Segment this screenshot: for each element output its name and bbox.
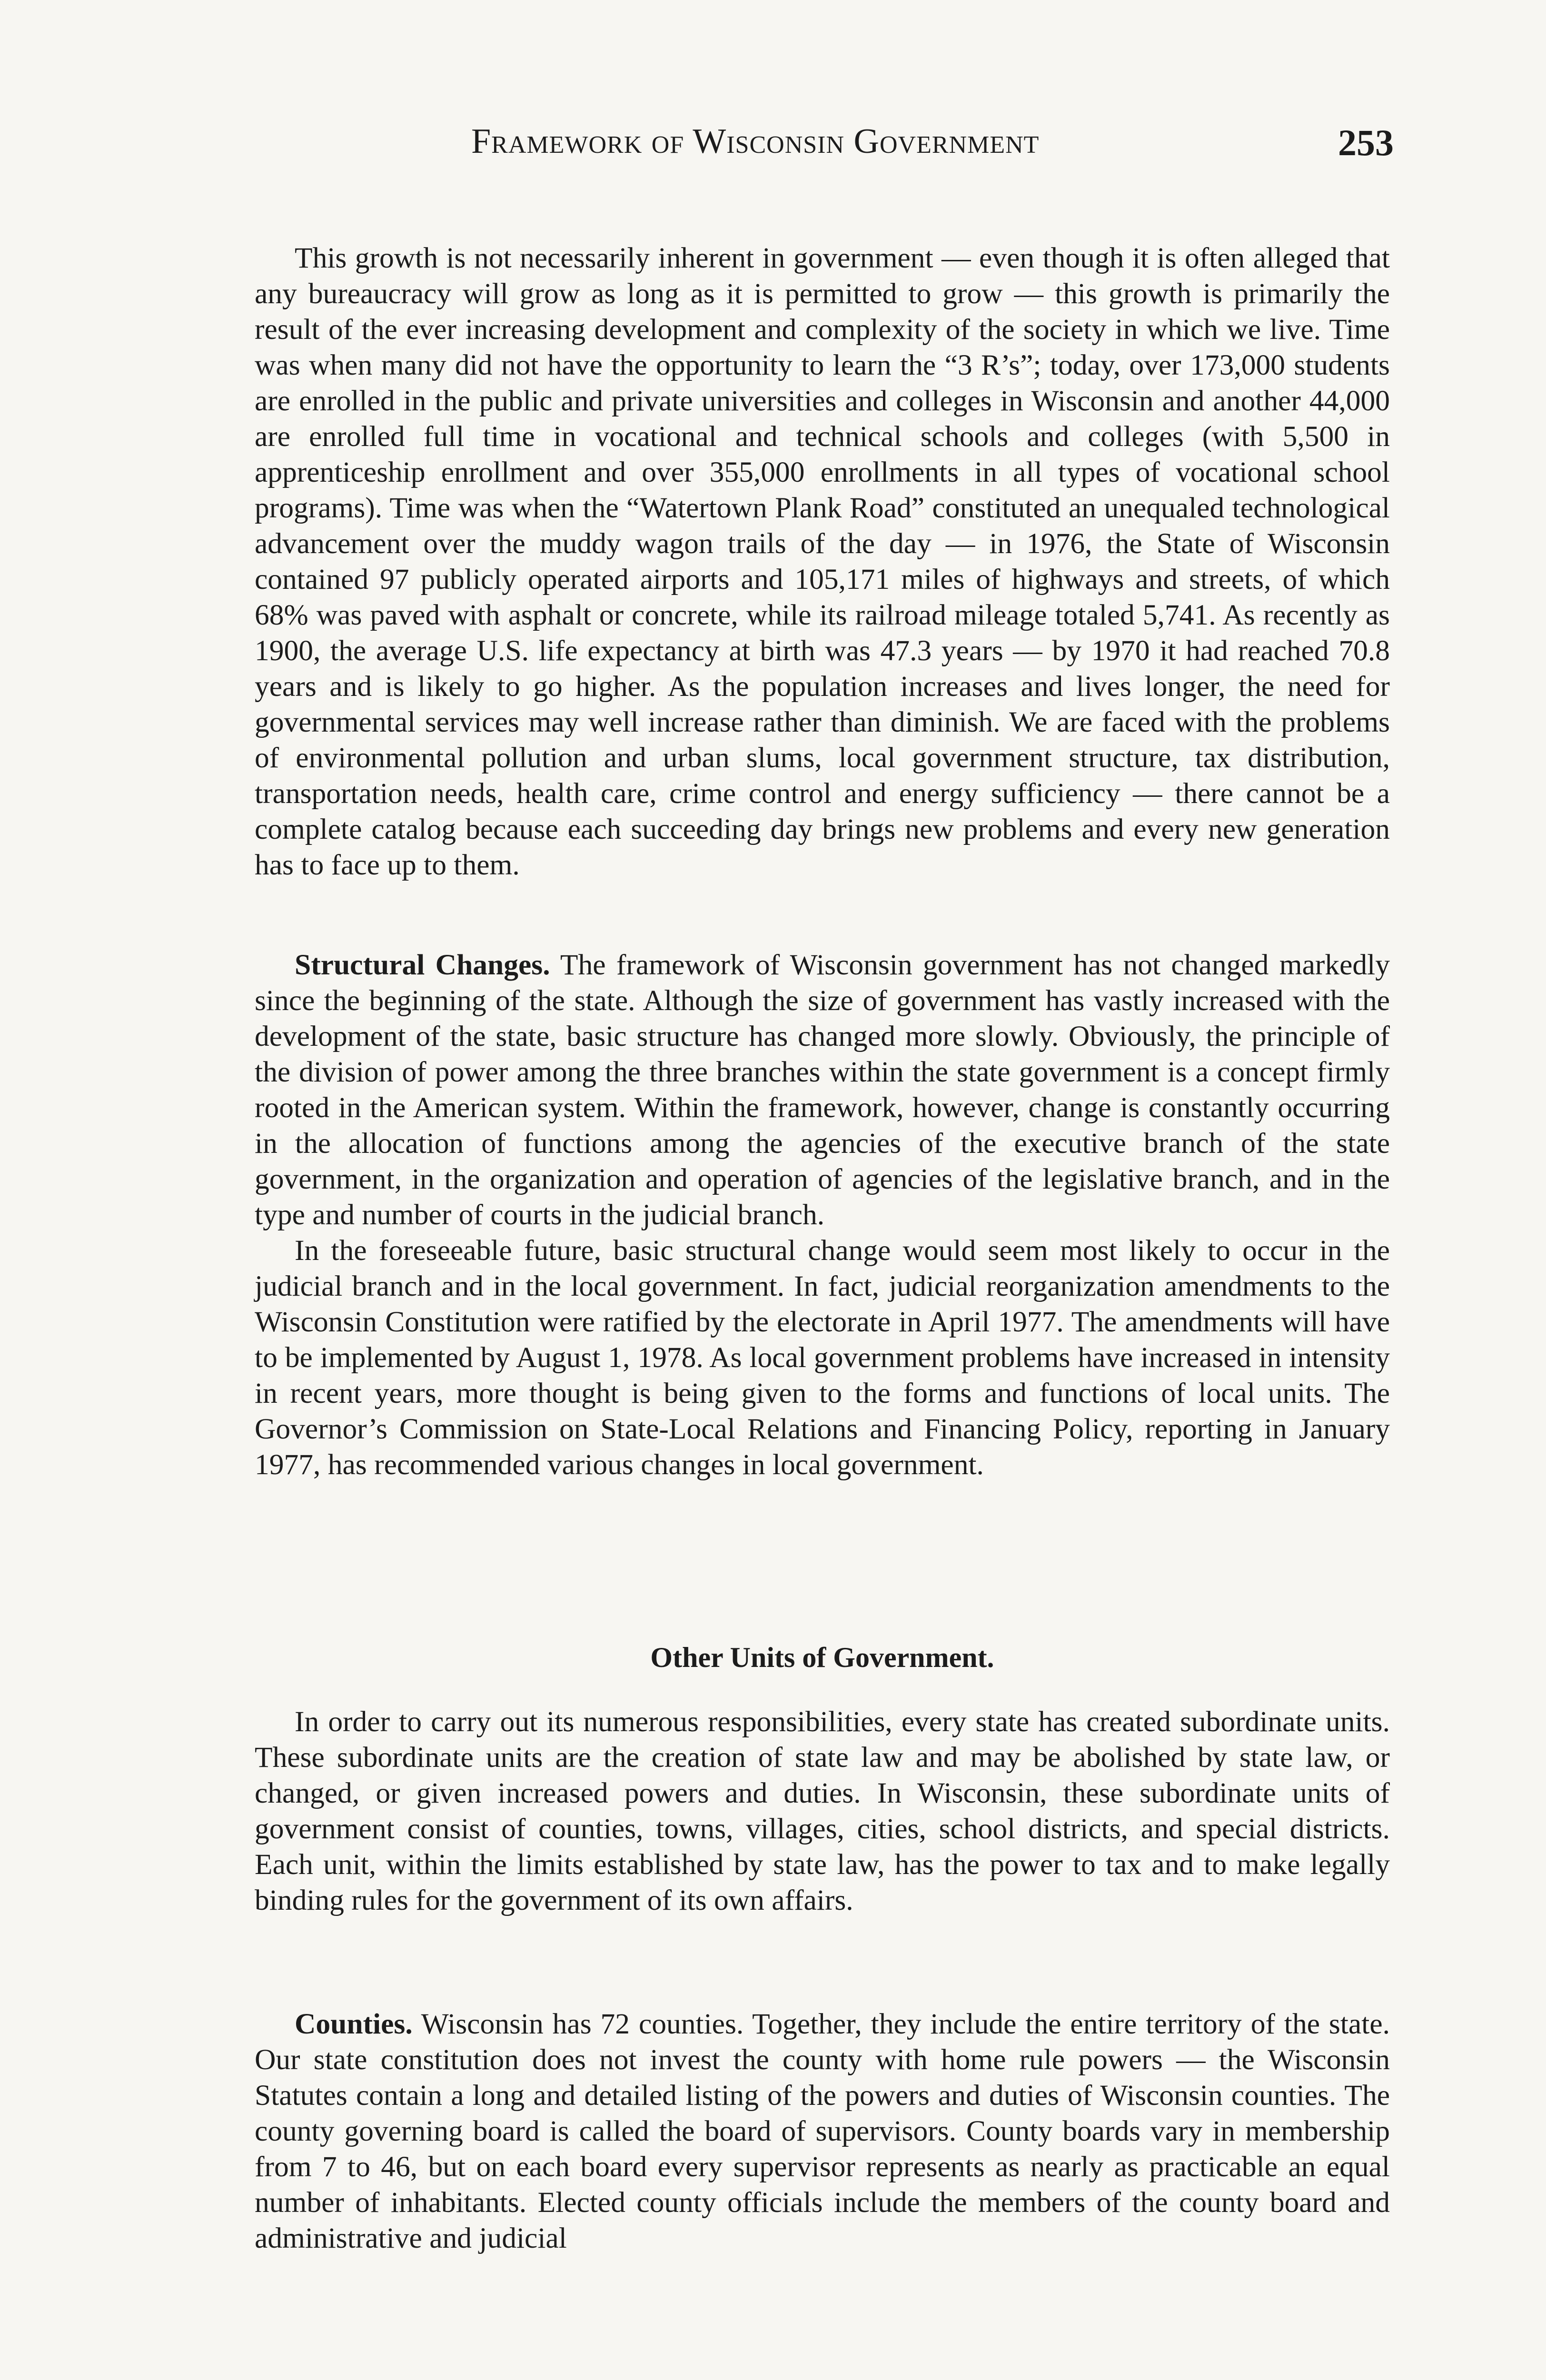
- growth-paragraph: This growth is not necessarily inherent in government — even though it is often alleged that any bureaucracy will grow as long as it is permitted to grow — this growth is primarily the result of the ever increasing development and complexity of the society in which we live. Time was when many did not have the opportunity to learn the “3 R’s”; today, over 173,000 students are enrolled in the public and private universities and colleges in Wisconsin and another 44,000 are enrolled full time in vocational and technical schools and colleges (with 5,500 in apprenticeship enrollment and over 355,000 enrollments in all types of vocational school programs). Time was when the “Watertown Plank Road” constituted an unequaled technological advancement over the muddy wagon trails of the day — in 1976, the State of Wisconsin contained 97 publicly operated airports and 105,171 miles of highways and streets, of which 68% was paved with asphalt or concrete, while its railroad mileage totaled 5,741. As recently as 1900, the average U.S. life expectancy at birth was 47.3 years — by 1970 it had reached 70.8 years and is likely to go higher. As the population increases and lives longer, the need for governmental services may well increase rather than diminish. We are faced with the problems of environmental pollution and urban slums, local government structure, tax distribution, transportation needs, health care, crime control and energy sufficiency — there cannot be a complete catalog because each succeeding day brings new problems and every new generation has to face up to them.: [255, 242, 1390, 881]
- counties-paragraph: [255, 2006, 1390, 2256]
- structural-changes-text-1: The framework of Wisconsin government has not changed markedly since the beginning of the state. Although the size of government has vastly increased with the development of the state, basic structure has changed more slowly. Obviously, the principle of the division of power among the three branches within the state government is a concept firmly rooted in the American system. Within the framework, however, change is constantly occurring in the allocation of functions among the agencies of the executive branch of the state government, in the organization and operation of agencies of the legislative branch, and in the type and number of courts in the judicial branch.: [255, 949, 1390, 1231]
- other-units-paragraph: In order to carry out its numerous responsibilities, every state has created subordinate units. These subordinate units are the creation of state law and may be abolished by state law, or changed, or given increased powers and duties. In Wisconsin, these subordinate units of government consist of counties, towns, villages, cities, school districts, and special districts. Each unit, within the limits established by state law, has the power to tax and to make legally binding rules for the government of its own affairs.: [255, 1706, 1390, 1916]
- structural-changes-paragraph-1: [255, 947, 1390, 1233]
- counties-text: Wisconsin has 72 counties. Together, they include the entire territory of the state. Our state constitution does not invest the county with home rule powers — the Wisconsin Statutes contain a long and detailed listing of the powers and duties of Wisconsin counties. The county governing board is called the board of supervisors. County boards vary in membership from 7 to 46, but on each board every supervisor represents as nearly as practicable an equal number of inhabitants. Elected county officials include the members of the county board and administrative and judicial: [255, 2008, 1390, 2254]
- counties-heading: Counties.: [295, 2008, 413, 2040]
- page-number: 253: [1338, 122, 1394, 163]
- counties-section: [255, 2006, 1390, 2256]
- growth-section: [255, 240, 1390, 883]
- other-units-section: [255, 1704, 1390, 1918]
- structural-changes-heading: Structural Changes.: [295, 949, 550, 981]
- running-head-title: Framework of Wisconsin Government: [471, 122, 1040, 161]
- structural-changes-section: [255, 947, 1390, 1483]
- other-units-heading: Other Units of Government.: [650, 1642, 994, 1673]
- structural-changes-paragraph-2: In the foreseeable future, basic structural change would seem most likely to occur in the judicial branch and in the local government. In fact, judicial reorganization amendments to the Wisconsin Constitution were ratified by the electorate in April 1977. The amendments will have to be implemented by August 1, 1978. As local government problems have increased in intensity in recent years, more thought is being given to the forms and functions of local units. The Governor’s Commission on State-Local Relations and Financing Policy, reporting in January 1977, has recommended various changes in local government.: [255, 1234, 1390, 1481]
